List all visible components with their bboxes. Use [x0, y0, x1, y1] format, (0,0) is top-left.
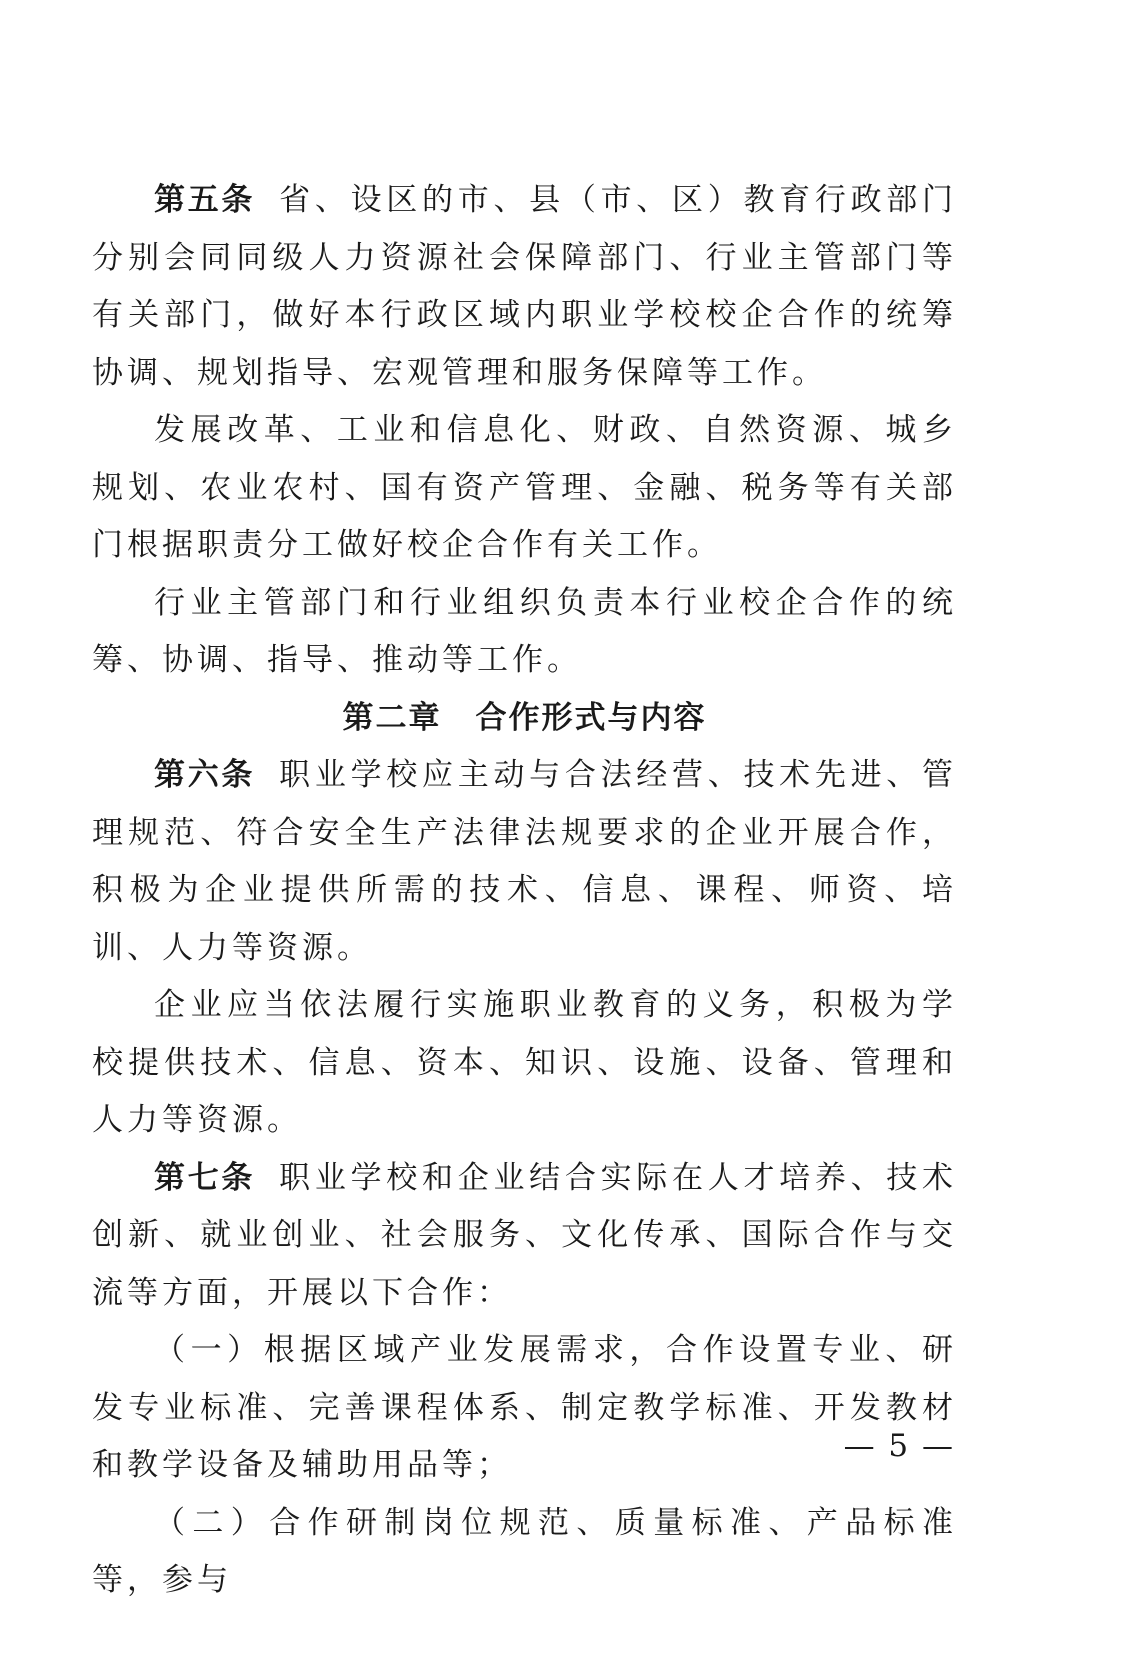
chapter-number: 第二章: [342, 699, 442, 736]
article-7-item-2: （二）合作研制岗位规范、质量标准、产品标准等，参与: [92, 1504, 957, 1598]
article-6-label: 第六条: [154, 757, 256, 793]
article-6-paragraph-2: 企业应当依法履行实施职业教育的义务，积极为学校提供技术、信息、资本、知识、设施、设备、管理和人力等资源。: [92, 987, 957, 1138]
page-number: — 5 —: [843, 1428, 955, 1464]
article-7-label: 第七条: [154, 1159, 256, 1196]
article-5-label: 第五条: [154, 182, 256, 218]
article-7-item-1: （一）根据区域产业发展需求，合作设置专业、研发专业标准、完善课程体系、制定教学标准、开发教材和教学设备及辅助用品等；: [92, 1332, 957, 1483]
article-6-text: 职业学校应主动与合法经营、技术先进、管理规范、符合安全生产法律法规要求的企业开展合作，积极为企业提供所需的技术、信息、课程、师资、培训、人力等资源。: [92, 757, 958, 966]
article-6-paragraph: [92, 747, 957, 977]
article-5-paragraph: [92, 172, 957, 402]
document-body: [92, 172, 957, 1610]
article-5-text: 省、设区的市、县（市、区）教育行政部门分别会同同级人力资源社会保障部门、行业主管部门等有关部门，做好本行政区域内职业学校校企合作的统筹协调、规划指导、宏观管理和服务保障等工作。: [92, 182, 958, 391]
article-5-paragraph-3: 行业主管部门和行业组织负责本行业校企合作的统筹、协调、指导、推动等工作。: [92, 584, 957, 678]
article-5-paragraph-2: 发展改革、工业和信息化、财政、自然资源、城乡规划、农业农村、国有资产管理、金融、税务等有关部门根据职责分工做好校企合作有关工作。: [92, 412, 957, 563]
chapter-heading: [92, 690, 957, 748]
article-7-paragraph: [92, 1150, 957, 1323]
chapter-title: 合作形式与内容: [475, 699, 707, 736]
article-7-text: 职业学校和企业结合实际在人才培养、技术创新、就业创业、社会服务、文化传承、国际合作与交流等方面，开展以下合作：: [92, 1159, 958, 1311]
